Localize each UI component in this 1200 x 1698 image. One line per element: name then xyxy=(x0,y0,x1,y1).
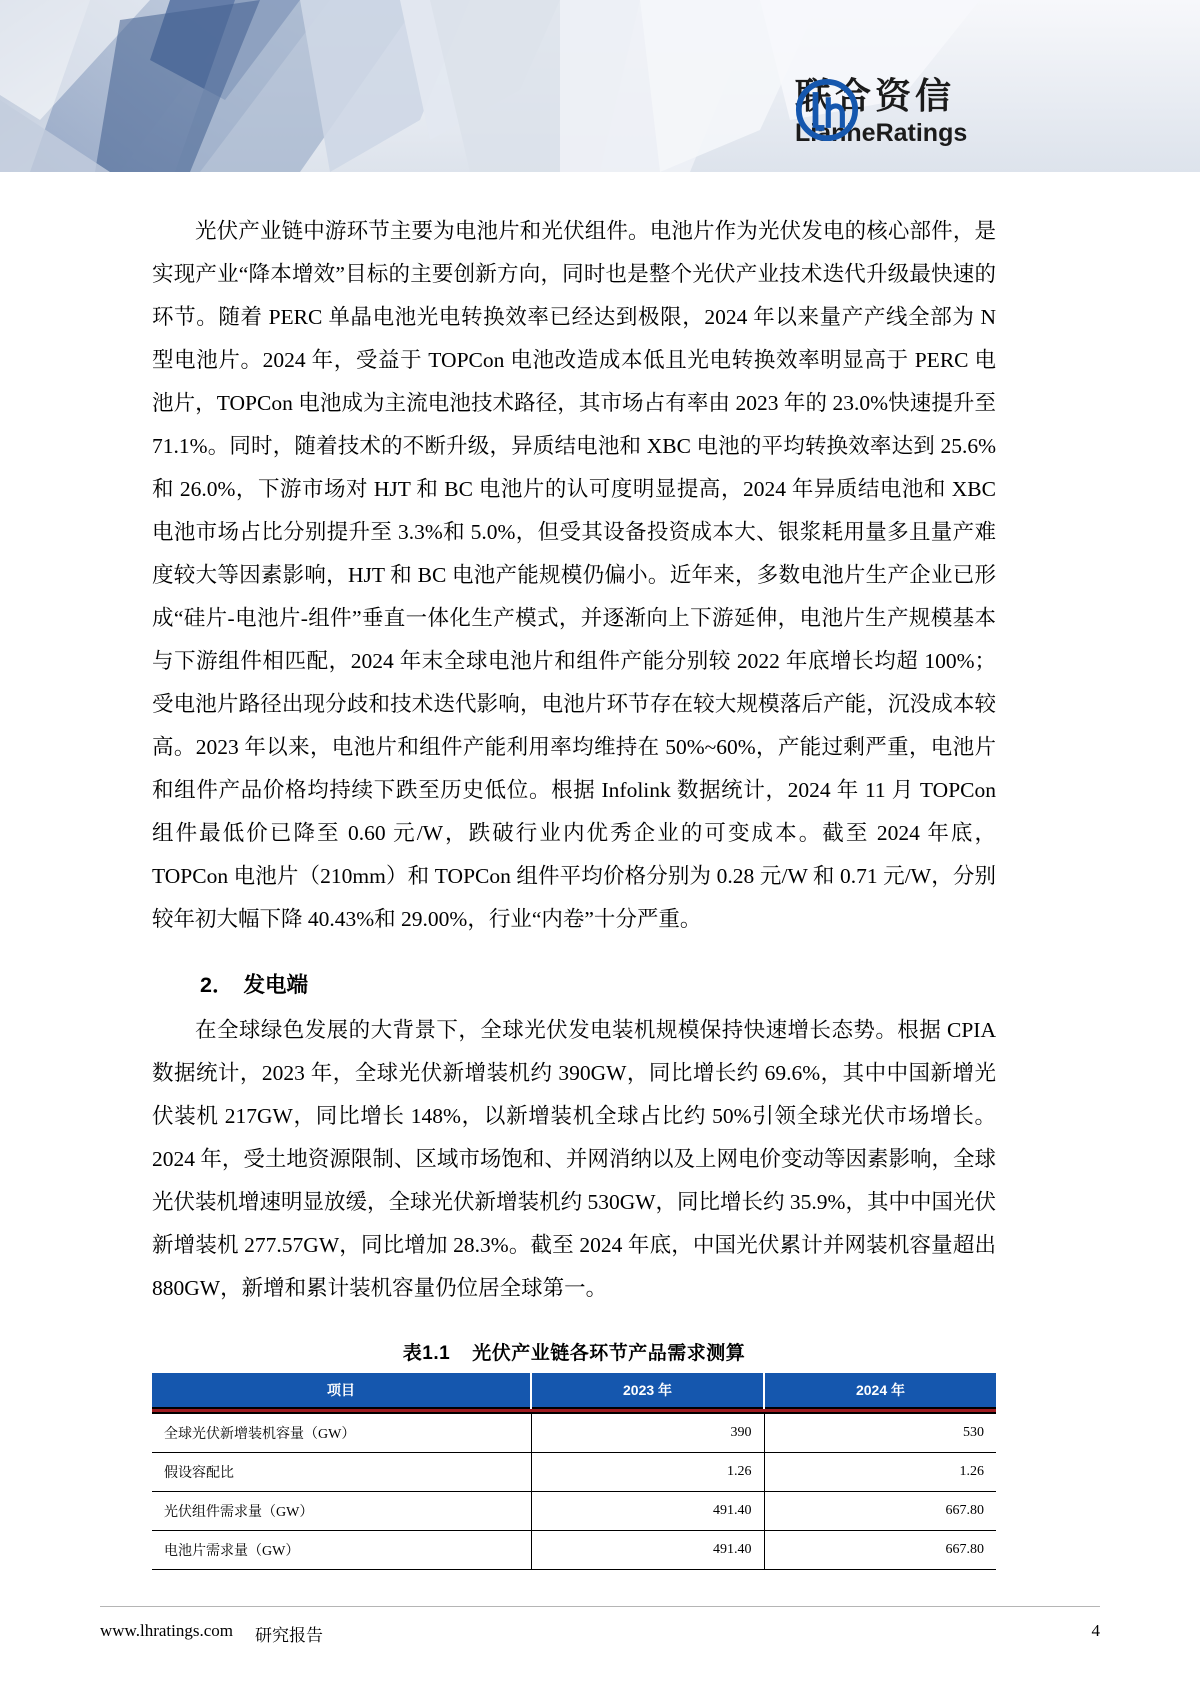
page-footer xyxy=(100,1606,1100,1646)
table-row xyxy=(152,1531,996,1570)
table-caption-text: 光伏产业链各环节产品需求测算 xyxy=(472,1343,746,1364)
header-banner xyxy=(0,0,1200,172)
paragraph-midstream: 光伏产业链中游环节主要为电池片和光伏组件。电池片作为光伏发电的核心部件，是实现产业“降本增效”目标的主要创新方向，同时也是整个光伏产业技术迭代升级最快速的环节。随着 PERC 单晶电池光电转换效率已经达到极限，2024 年以来量产产线全部为 N 型电池片。2024 年，受益于 TOPCon 电池改造成本低且光电转换效率明显高于 PERC 电池片，TOPCon 电池成为主流电池技术路径，其市场占有率由 2023 年的 23.0%快速提升至 71.1%。同时，随着技术的不断升级，异质结电池和 XBC 电池的平均转换效率达到 25.6%和 26.0%，下游市场对 HJT 和 BC 电池片的认可度明显提高，2024 年异质结电池和 XBC 电池市场占比分别提升至 3.3%和 5.0%，但受其设备投资成本大、银浆耗用量多且量产难度较大等因素影响，HJT 和 BC 电池产能规模仍偏小。近年来，多数电池片生产企业已形成“硅片-电池片-组件”垂直一体化生产模式，并逐渐向上下游延伸，电池片生产规模基本与下游组件相匹配，2024 年末全球电池片和组件产能分别较 2022 年底增长均超 100%；受电池片路径出现分歧和技术迭代影响，电池片环节存在较大规模落后产能，沉没成本较高。2023 年以来，电池片和组件产能利用率均维持在 50%~60%，产能过剩严重，电池片和组件产品价格均持续下跌至历史低位。根据 Infolink 数据统计，2024 年 11 月 TOPCon 组件最低价已降至 0.60 元/W，跌破行业内优秀企业的可变成本。截至 2024 年底，TOPCon 电池片（210mm）和 TOPCon 组件平均价格分别为 0.28 元/W 和 0.71 元/W，分别较年初大幅下降 40.43%和 29.00%，行业“内卷”十分严重。 xyxy=(152,219,996,931)
lianhe-lh-monogram-icon xyxy=(795,78,859,142)
paragraph-global-installations: 在全球绿色发展的大背景下，全球光伏发电装机规模保持快速增长态势。根据 CPIA 数据统计，2023 年，全球光伏新增装机约 390GW，同比增长约 69.6%，其中中国新增光伏装机 217GW，同比增长 148%，以新增装机全球占比约 50%引领全球光伏市场增长。2024 年，受土地资源限制、区域市场饱和、并网消纳以及上网电价变动等因素影响，全球光伏装机增速明显放缓，全球光伏新增装机约 530GW，同比增长约 35.9%，其中中国光伏新增装机 277.57GW，同比增加 28.3%。截至 2024 年底，中国光伏累计并网装机容量超出 880GW，新增和累计装机容量仍位居全球第一。 xyxy=(152,1018,996,1300)
column-header-2023: 2023 年 xyxy=(531,1373,764,1408)
footer-left-group xyxy=(100,1621,323,1646)
row-label: 光伏组件需求量（GW） xyxy=(152,1492,531,1531)
column-header-2024: 2024 年 xyxy=(764,1373,996,1408)
footer-row xyxy=(100,1621,1100,1646)
row-value-2024: 530 xyxy=(764,1413,996,1453)
section-title: 发电端 xyxy=(243,973,308,997)
section-heading-power-generation xyxy=(200,965,996,1005)
row-label: 全球光伏新增装机容量（GW） xyxy=(152,1413,531,1453)
column-header-item: 项目 xyxy=(152,1373,531,1408)
table-header-row xyxy=(152,1373,996,1408)
row-value-2024: 667.80 xyxy=(764,1531,996,1570)
row-value-2023: 390 xyxy=(531,1413,764,1453)
section-number: 2． xyxy=(200,973,234,997)
row-value-2023: 1.26 xyxy=(531,1453,764,1492)
footer-doc-type: 研究报告 xyxy=(255,1626,323,1645)
footer-divider xyxy=(100,1606,1100,1607)
company-logo xyxy=(795,75,968,147)
row-value-2024: 667.80 xyxy=(764,1492,996,1531)
row-value-2023: 491.40 xyxy=(531,1531,764,1570)
banner-geometry xyxy=(0,0,1200,172)
row-label: 假设容配比 xyxy=(152,1453,531,1492)
footer-website[interactable]: www.lhratings.com xyxy=(100,1621,233,1640)
row-label: 电池片需求量（GW） xyxy=(152,1531,531,1570)
table-caption xyxy=(152,1338,996,1365)
table-row xyxy=(152,1453,996,1492)
table-caption-number: 表1.1 xyxy=(402,1343,451,1364)
demand-forecast-table xyxy=(152,1373,996,1570)
table-row xyxy=(152,1492,996,1531)
table-row xyxy=(152,1413,996,1453)
row-value-2023: 491.40 xyxy=(531,1492,764,1531)
company-name-cn: 联合资信 xyxy=(795,75,956,116)
company-name-en: LianheRatings xyxy=(795,119,968,147)
footer-page-number: 4 xyxy=(1091,1621,1100,1640)
row-value-2024: 1.26 xyxy=(764,1453,996,1492)
page-content xyxy=(152,210,996,1570)
